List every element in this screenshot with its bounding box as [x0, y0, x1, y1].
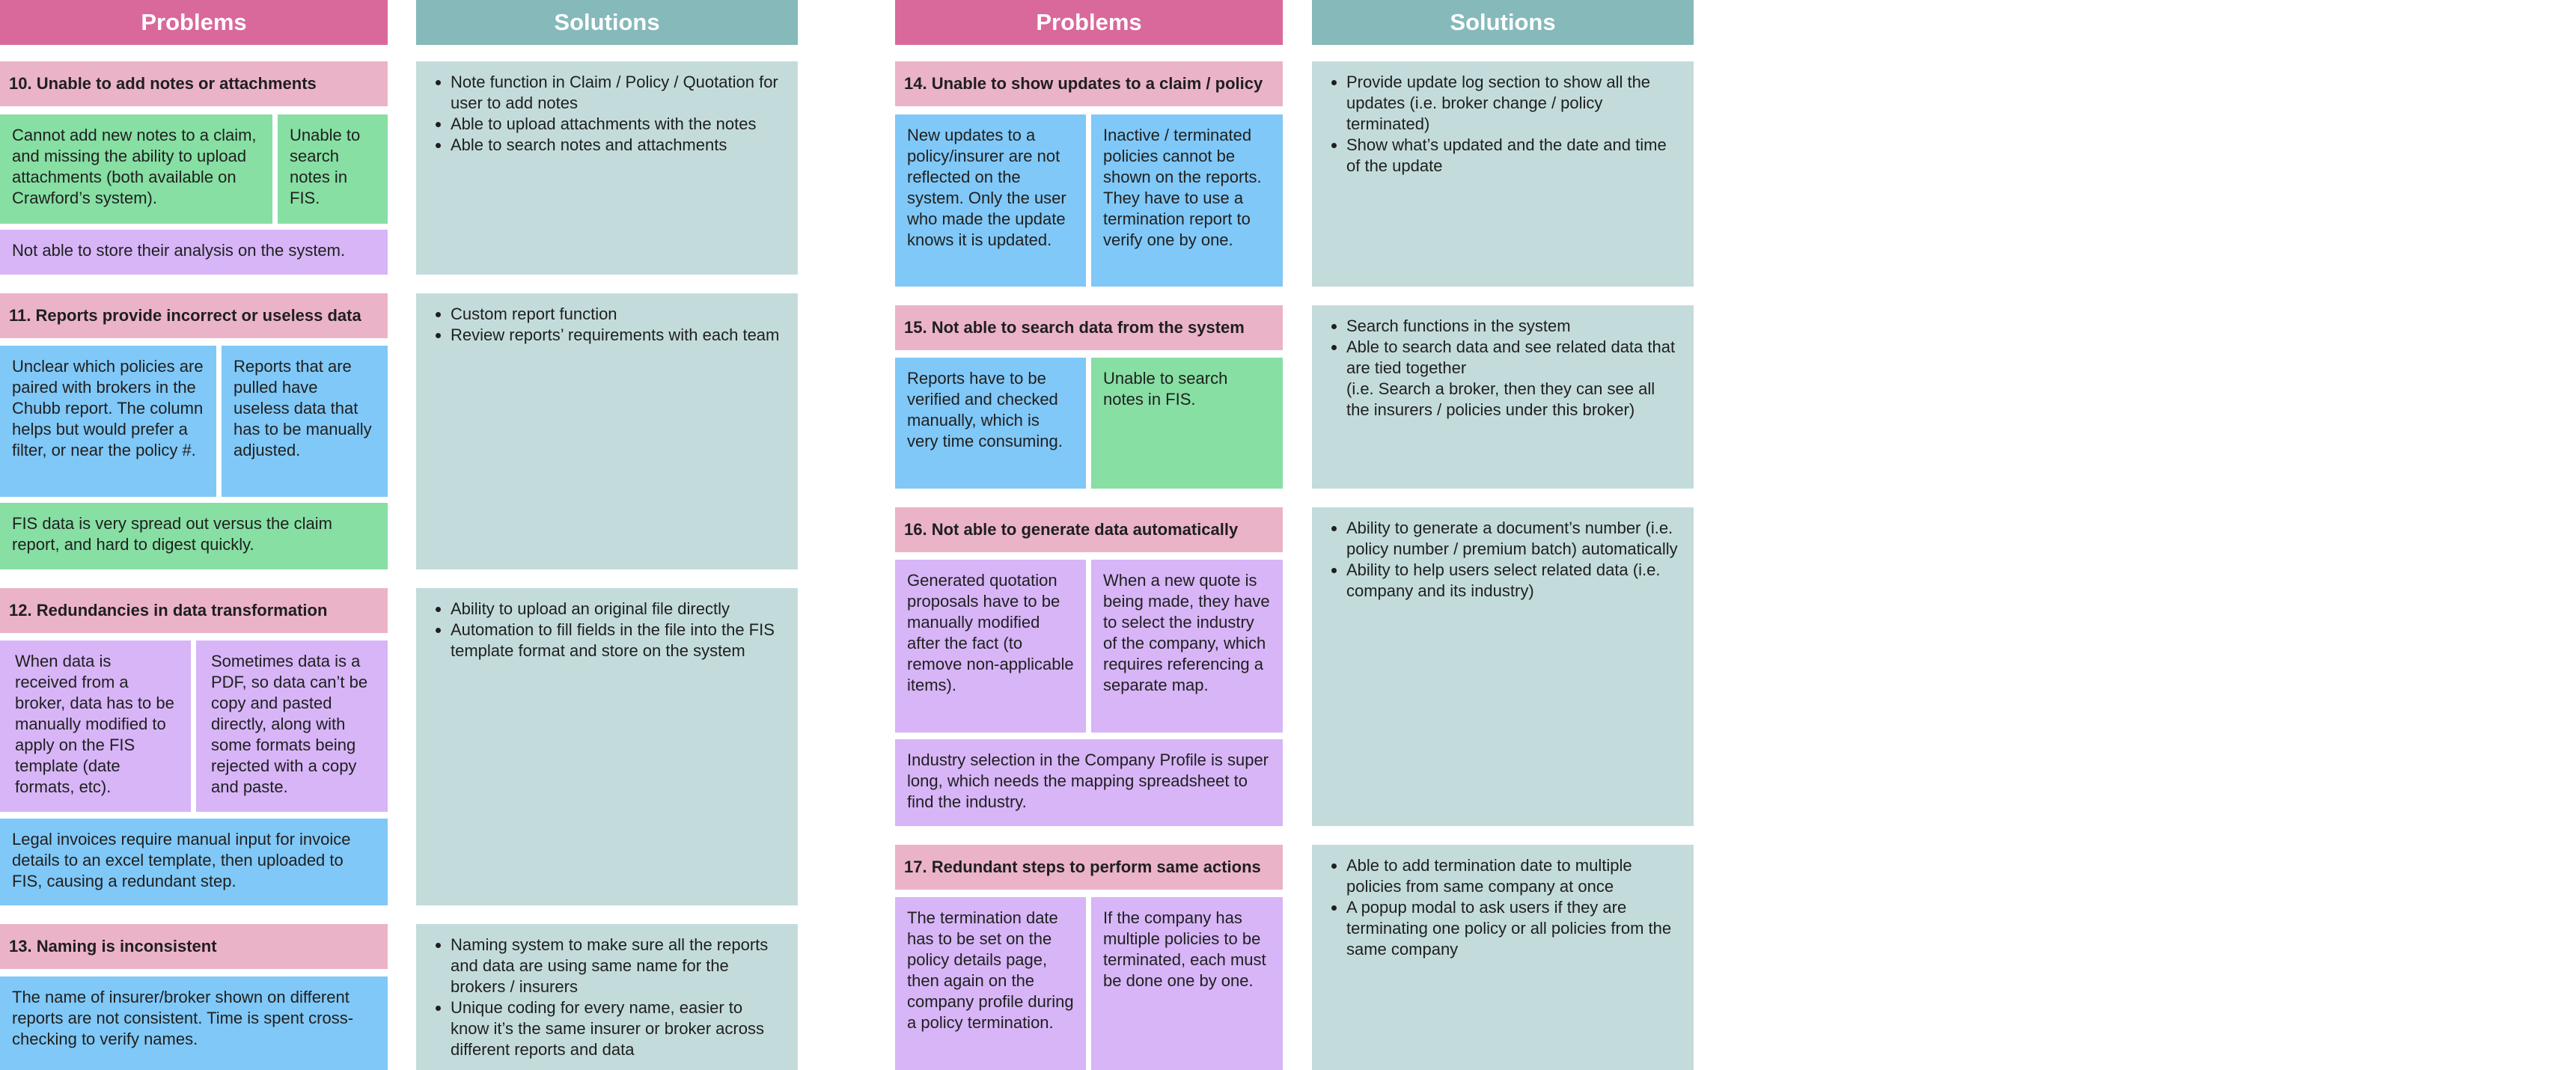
solution-item: (i.e. Search a broker, then they can see all the insurers / policies under this broker) — [1346, 379, 1655, 419]
problem-17-title: 17. Redundant steps to perform same actions — [895, 845, 1283, 890]
solution-item: • Able to search notes and attachments — [451, 135, 783, 156]
problem-10-note-3: Not able to store their analysis on the system. — [0, 230, 388, 275]
problem-15-title: 15. Not able to search data from the system — [895, 305, 1283, 350]
solution-item: • Ability to help users select related data (i.e. company and its industry) — [1346, 560, 1679, 602]
solution-item: • Review reports’ requirements with each team — [451, 325, 783, 346]
problem-11-note-3: FIS data is very spread out versus the claim report, and hard to digest quickly. — [0, 503, 388, 569]
problem-12-note-1: When data is received from a broker, data has to be manually modified to apply on the FIS template (date formats, etc). — [0, 641, 191, 812]
solution-item: • Ability to upload an original file directly — [451, 599, 783, 620]
problem-14-title: 14. Unable to show updates to a claim / policy — [895, 61, 1283, 106]
solution-item: • Provide update log section to show all the updates (i.e. broker change / policy terminated) — [1346, 72, 1679, 135]
solutions-header-left: Solutions — [416, 0, 798, 45]
problem-12-note-2: Sometimes data is a PDF, so data can’t be copy and pasted directly, along with some formats being rejected with a copy and paste. — [196, 641, 388, 812]
problem-16-note-2: When a new quote is being made, they have to select the industry of the company, which requires referencing a separate map. — [1091, 560, 1283, 733]
solution-item: • Unique coding for every name, easier to know it’s the same insurer or broker across different reports and data — [451, 997, 783, 1060]
solution-item: • Naming system to make sure all the reports and data are using same name for the brokers / insurers — [451, 935, 783, 997]
solution-item: • Ability to generate a document’s number (i.e. policy number / premium batch) automatically — [1346, 518, 1679, 560]
problem-17-note-2: If the company has multiple policies to be terminated, each must be done one by one. — [1091, 897, 1283, 1070]
solution-item: • Note function in Claim / Policy / Quotation for user to add notes — [451, 72, 783, 114]
solution-item: • Able to search data and see related data that are tied together — [1346, 337, 1679, 379]
problem-17-note-1: The termination date has to be set on the policy details page, then again on the company profile during a policy termination. — [895, 897, 1086, 1070]
solution-item: • Show what’s updated and the date and time of the update — [1346, 135, 1679, 177]
problem-16-title: 16. Not able to generate data automatically — [895, 507, 1283, 552]
solution-item: • Able to upload attachments with the notes — [451, 114, 783, 135]
problem-10-solutions — [416, 61, 798, 275]
problem-14-note-2: Inactive / terminated policies cannot be shown on the reports. They have to use a termination report to verify one by one. — [1091, 114, 1283, 287]
problem-15-note-1: Reports have to be verified and checked manually, which is very time consuming. — [895, 358, 1086, 489]
problem-13-solutions — [416, 924, 798, 1070]
problems-header-right: Problems — [895, 0, 1283, 45]
problem-10-title: 10. Unable to add notes or attachments — [0, 61, 388, 106]
problem-14-note-1: New updates to a policy/insurer are not reflected on the system. Only the user who made the update knows it is updated. — [895, 114, 1086, 287]
problem-16-note-1: Generated quotation proposals have to be manually modified after the fact (to remove non-applicable items). — [895, 560, 1086, 733]
problem-11-note-2: Reports that are pulled have useless data that has to be manually adjusted. — [222, 346, 388, 497]
problem-12-solutions — [416, 588, 798, 905]
problem-17-solutions — [1312, 845, 1694, 1070]
problem-11-title: 11. Reports provide incorrect or useless data — [0, 293, 388, 338]
problem-11-note-1: Unclear which policies are paired with brokers in the Chubb report. The column helps but would prefer a filter, or near the policy #. — [0, 346, 216, 497]
solution-item: • Automation to fill fields in the file into the FIS template format and store on the system — [451, 620, 783, 661]
problem-14-solutions — [1312, 61, 1694, 287]
problem-12-title: 12. Redundancies in data transformation — [0, 588, 388, 633]
problem-16-solutions — [1312, 507, 1694, 826]
problems-header-left: Problems — [0, 0, 388, 45]
problem-12-note-3: Legal invoices require manual input for invoice details to an excel template, then uploaded to FIS, causing a redundant step. — [0, 819, 388, 905]
solution-item: • Search functions in the system — [1346, 316, 1679, 337]
problem-10-note-1: Cannot add new notes to a claim, and missing the ability to upload attachments (both available on Crawford’s system). — [0, 114, 272, 224]
problem-15-solutions — [1312, 305, 1694, 489]
solution-item: • Able to add termination date to multiple policies from same company at once — [1346, 855, 1679, 897]
solution-item: • A popup modal to ask users if they are terminating one policy or all policies from the same company — [1346, 897, 1679, 960]
problem-16-note-3: Industry selection in the Company Profile is super long, which needs the mapping spreadsheet to find the industry. — [895, 739, 1283, 826]
problem-13-note-1: The name of insurer/broker shown on different reports are not consistent. Time is spent cross-checking to verify names. — [0, 976, 388, 1070]
problem-11-solutions — [416, 293, 798, 569]
solutions-header-right: Solutions — [1312, 0, 1694, 45]
problem-15-note-2: Unable to search notes in FIS. — [1091, 358, 1283, 489]
solution-item: • Custom report function — [451, 304, 783, 325]
problem-13-title: 13. Naming is inconsistent — [0, 924, 388, 969]
problem-10-note-2: Unable to search notes in FIS. — [278, 114, 388, 224]
